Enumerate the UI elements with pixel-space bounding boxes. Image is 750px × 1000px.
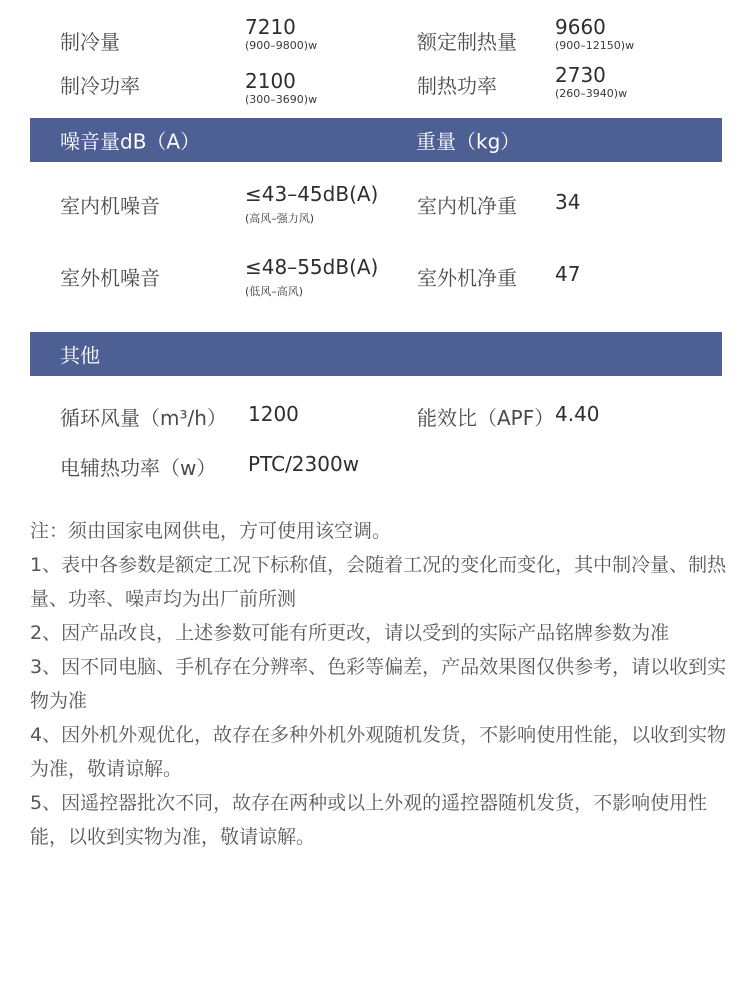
heating-power-label: 制热功率	[417, 74, 497, 98]
note-item: 4、因外机外观优化，故存在多种外机外观随机发货，不影响使用性能，以收到实物为准，敬请谅解。	[30, 724, 727, 780]
airflow-value: 1200	[248, 402, 299, 426]
aux-heat-value: PTC/2300w	[248, 452, 360, 476]
cooling-capacity-range: (900–9800)w	[245, 39, 318, 52]
heating-capacity-range: (900–12150)w	[555, 39, 635, 52]
airflow-label: 循环风量（m³/h）	[60, 406, 227, 430]
noise-section-title: 噪音量dB（A）	[60, 129, 201, 154]
cooling-power-label: 制冷功率	[60, 74, 140, 98]
heating-capacity-label: 额定制热量	[417, 30, 517, 54]
aux-heat-label: 电辅热功率（w）	[60, 456, 217, 480]
note-item: 5、因遥控器批次不同，故存在两种或以上外观的遥控器随机发货，不影响使用性能，以收到实物为准，敬请谅解。	[30, 792, 708, 848]
other-section-title: 其他	[60, 343, 100, 368]
weight-section-title: 重量（kg）	[416, 129, 521, 154]
indoor-noise-note: (高风–强力风)	[245, 212, 315, 225]
outdoor-noise-value: ≤48–55dB(A)	[245, 255, 379, 279]
cooling-power-range: (300–3690)w	[245, 93, 318, 106]
cooling-capacity-value: 7210	[245, 15, 296, 39]
note-item: 1、表中各参数是额定工况下标称值，会随着工况的变化而变化，其中制冷量、制热量、功率、噪声均为出厂前所测	[30, 554, 727, 610]
indoor-noise-value: ≤43–45dB(A)	[245, 182, 379, 206]
indoor-weight-value: 34	[555, 190, 581, 214]
outdoor-noise-note: (低风–高风)	[245, 285, 304, 298]
cooling-capacity-label: 制冷量	[60, 30, 120, 54]
notes-block	[30, 514, 730, 854]
section-header-other	[30, 332, 722, 376]
cooling-power-value: 2100	[245, 69, 296, 93]
heating-power-range: (260–3940)w	[555, 87, 628, 100]
indoor-weight-label: 室内机净重	[417, 194, 517, 218]
apf-value: 4.40	[555, 402, 600, 426]
note-item: 注：须由国家电网供电，方可使用该空调。	[30, 520, 392, 542]
outdoor-weight-label: 室外机净重	[417, 266, 517, 290]
note-item: 3、因不同电脑、手机存在分辨率、色彩等偏差，产品效果图仅供参考，请以收到实物为准	[30, 656, 727, 712]
apf-label: 能效比（APF）	[417, 406, 555, 430]
note-item: 2、因产品改良，上述参数可能有所更改，请以受到的实际产品铭牌参数为准	[30, 622, 670, 644]
indoor-noise-label: 室内机噪音	[60, 194, 160, 218]
outdoor-weight-value: 47	[555, 262, 581, 286]
heating-power-value: 2730	[555, 63, 606, 87]
heating-capacity-value: 9660	[555, 15, 606, 39]
section-header-noise-weight	[30, 118, 722, 162]
outdoor-noise-label: 室外机噪音	[60, 266, 160, 290]
